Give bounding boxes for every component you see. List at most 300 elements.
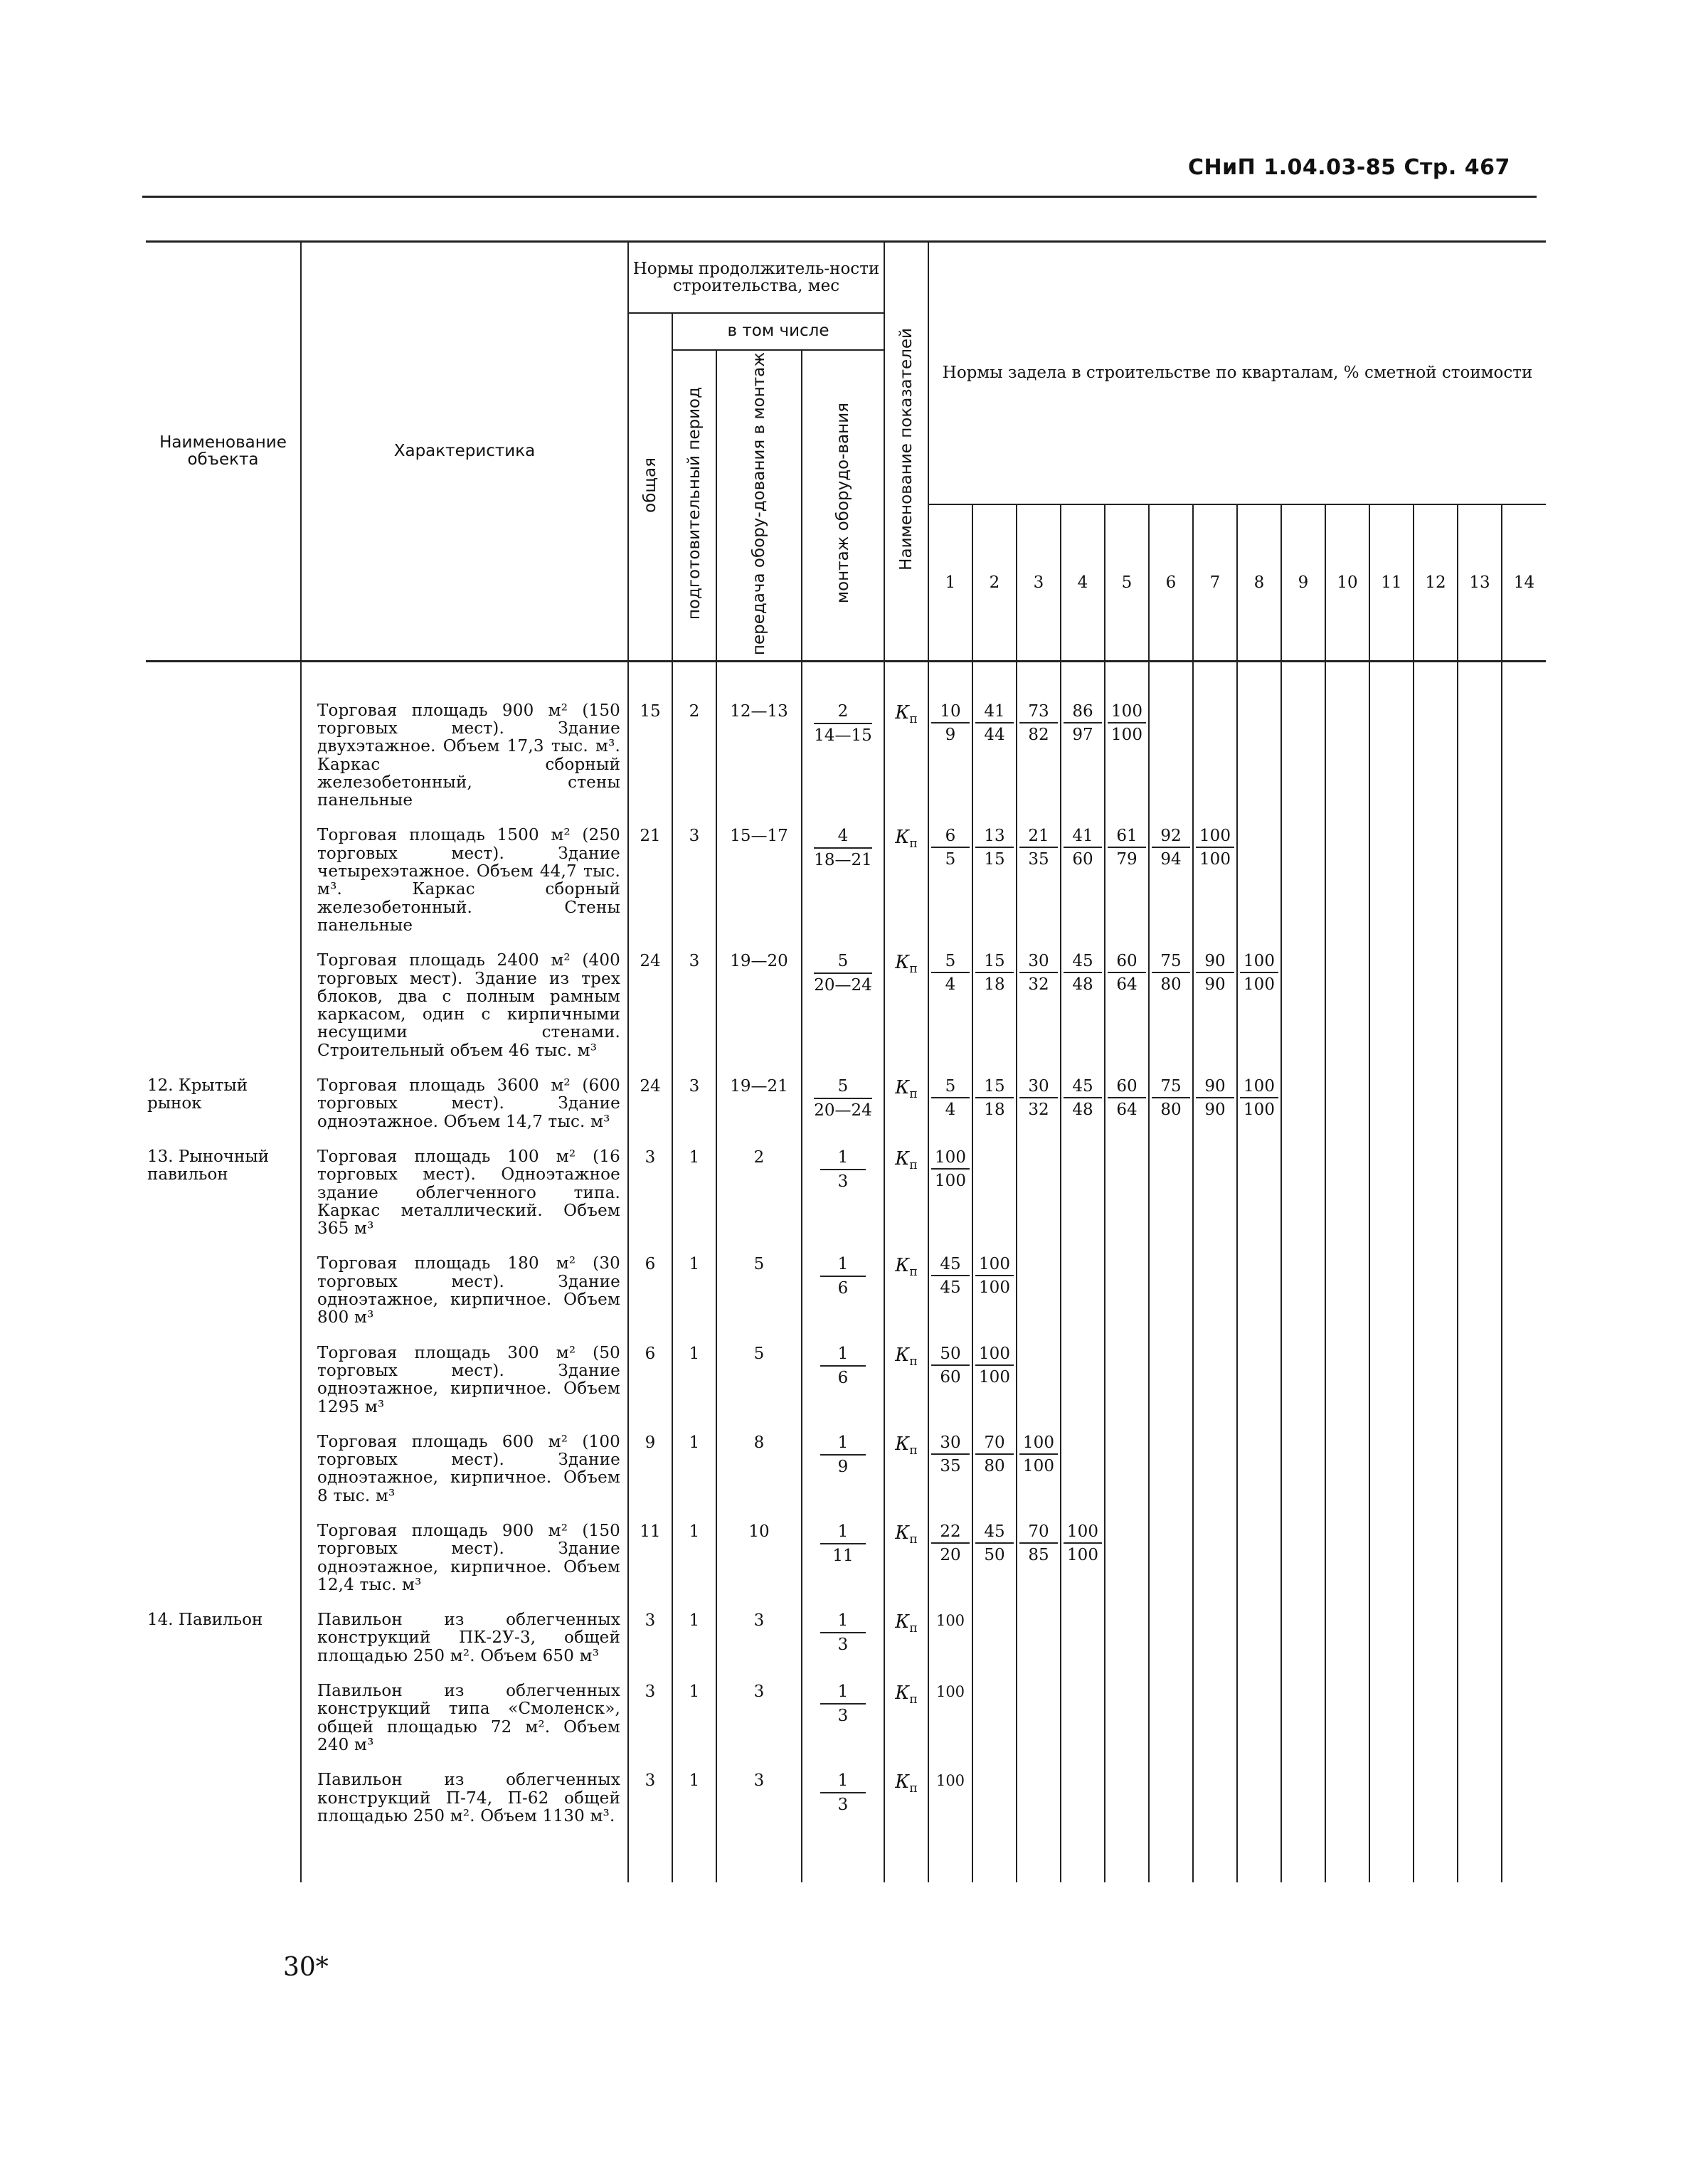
quarter-1-cell xyxy=(928,817,972,942)
duration-total-cell: 24 xyxy=(628,1067,672,1138)
quarter-6-cell xyxy=(1149,661,1193,817)
quarter-7-cell xyxy=(1193,817,1237,942)
quarter-12-cell xyxy=(1414,1601,1458,1673)
quarter-10-cell xyxy=(1325,1067,1369,1138)
quarter-5-cell xyxy=(1105,1138,1149,1245)
prep-period-cell: 3 xyxy=(672,942,716,1067)
quarter-9-cell xyxy=(1281,1424,1325,1512)
quarter-denominator: 35 xyxy=(1028,850,1049,869)
quarter-6-cell xyxy=(1149,1512,1193,1601)
equipment-install-cell xyxy=(802,661,884,817)
kp-indicator: $К_п$ xyxy=(895,1522,918,1547)
prep-period-cell: 3 xyxy=(672,1067,716,1138)
quarter-value xyxy=(1064,827,1102,869)
quarter-numerator: 5 xyxy=(931,1077,970,1098)
quarter-3-cell xyxy=(1017,1601,1061,1673)
quarter-7-cell xyxy=(1193,1245,1237,1334)
duration-total-cell: 3 xyxy=(628,1761,672,1882)
header-quarter-7: 7 xyxy=(1193,504,1237,661)
install-denominator: 18—21 xyxy=(814,851,872,870)
kp-indicator: $К_п$ xyxy=(895,1682,918,1707)
quarter-8-cell xyxy=(1237,817,1281,942)
quarter-11-cell xyxy=(1369,1067,1414,1138)
quarter-numerator: 45 xyxy=(931,1255,970,1276)
equipment-handover-cell: 3 xyxy=(716,1761,802,1882)
equipment-install-cell xyxy=(802,817,884,942)
header-quarter-3: 3 xyxy=(1017,504,1061,661)
quarter-6-cell xyxy=(1149,817,1193,942)
quarter-denominator: 60 xyxy=(940,1367,961,1387)
quarter-denominator: 100 xyxy=(1243,1101,1275,1120)
table-row xyxy=(146,1138,1546,1245)
characteristic-cell: Торговая площадь 300 м² (50 торговых мест). Здание одноэтажное, кирпичное. Объем 1295 м³ xyxy=(301,1335,628,1424)
quarter-3-cell xyxy=(1017,1245,1061,1334)
equipment-handover-cell: 2 xyxy=(716,1138,802,1245)
quarter-numerator: 30 xyxy=(1019,1077,1058,1098)
header-quarter-14: 14 xyxy=(1502,504,1546,661)
object-name-cell xyxy=(146,1673,301,1761)
quarter-14-cell xyxy=(1502,1067,1546,1138)
quarter-5-cell xyxy=(1105,1245,1149,1334)
quarter-numerator: 70 xyxy=(975,1433,1014,1455)
equipment-handover-cell: 19—20 xyxy=(716,942,802,1067)
quarter-11-cell xyxy=(1369,1761,1414,1882)
quarter-11-cell xyxy=(1369,942,1414,1067)
quarter-value xyxy=(975,1077,1014,1119)
quarter-numerator: 41 xyxy=(975,702,1014,723)
duration-total-cell: 3 xyxy=(628,1601,672,1673)
table-row xyxy=(146,661,1546,817)
quarter-3-cell xyxy=(1017,1761,1061,1882)
quarter-denominator: 48 xyxy=(1072,975,1093,995)
quarter-denominator: 9 xyxy=(945,725,956,744)
quarter-13-cell xyxy=(1458,1673,1502,1761)
quarter-numerator: 61 xyxy=(1108,827,1146,848)
object-name-cell xyxy=(146,942,301,1067)
object-name-cell xyxy=(146,1335,301,1424)
characteristic-cell: Торговая площадь 1500 м² (250 торговых мест). Здание четырехэтажное. Объем 44,7 тыс. м³. Каркас сборный железобетонный. Стены панельные xyxy=(301,817,628,942)
quarter-12-cell xyxy=(1414,817,1458,942)
quarter-12-cell xyxy=(1414,1673,1458,1761)
quarter-2-cell xyxy=(972,1245,1017,1334)
quarter-value xyxy=(1019,827,1058,869)
prep-period-cell: 1 xyxy=(672,1245,716,1334)
indicator-kp-cell xyxy=(884,1245,928,1334)
quarter-11-cell xyxy=(1369,1601,1414,1673)
quarter-13-cell xyxy=(1458,661,1502,817)
characteristic-cell: Павильон из облегченных конструкций ПК-2У-3, общей площадью 250 м². Объем 650 м³ xyxy=(301,1601,628,1673)
install-denominator: 11 xyxy=(832,1546,854,1565)
quarter-denominator: 82 xyxy=(1028,725,1049,744)
quarter-value xyxy=(975,1433,1014,1475)
quarter-7-cell xyxy=(1193,1673,1237,1761)
quarter-9-cell xyxy=(1281,1138,1325,1245)
quarter-13-cell xyxy=(1458,942,1502,1067)
quarter-value xyxy=(1064,1522,1102,1564)
quarter-denominator: 94 xyxy=(1160,850,1182,869)
quarter-12-cell xyxy=(1414,1424,1458,1512)
quarter-3-cell xyxy=(1017,661,1061,817)
quarter-5-cell xyxy=(1105,942,1149,1067)
quarter-7-cell xyxy=(1193,661,1237,817)
quarter-14-cell xyxy=(1502,1601,1546,1673)
quarter-denominator: 18 xyxy=(984,1101,1005,1120)
install-denominator: 6 xyxy=(837,1368,849,1387)
kp-indicator: $К_п$ xyxy=(895,1344,918,1369)
duration-total-cell: 21 xyxy=(628,817,672,942)
quarter-9-cell xyxy=(1281,1673,1325,1761)
quarter-9-cell xyxy=(1281,1245,1325,1334)
quarter-numerator: 60 xyxy=(1108,952,1146,973)
quarter-12-cell xyxy=(1414,1138,1458,1245)
quarter-numerator: 60 xyxy=(1108,1077,1146,1098)
kp-indicator: $К_п$ xyxy=(895,1611,918,1636)
quarter-9-cell xyxy=(1281,1067,1325,1138)
quarter-1-cell xyxy=(928,1601,972,1673)
construction-norms-table xyxy=(146,240,1546,1882)
install-fraction xyxy=(820,1682,866,1725)
table-row xyxy=(146,1424,1546,1512)
quarter-2-cell xyxy=(972,817,1017,942)
quarter-numerator: 90 xyxy=(1196,952,1234,973)
quarter-value xyxy=(1064,702,1102,744)
duration-total-cell: 11 xyxy=(628,1512,672,1601)
quarter-4-cell xyxy=(1061,1138,1105,1245)
quarter-9-cell xyxy=(1281,1601,1325,1673)
quarter-14-cell xyxy=(1502,1245,1546,1334)
quarter-denominator: 100 xyxy=(935,1171,966,1190)
quarter-5-cell xyxy=(1105,1673,1149,1761)
quarter-value: 100 xyxy=(935,1772,965,1790)
quarter-9-cell xyxy=(1281,1512,1325,1601)
quarter-11-cell xyxy=(1369,1335,1414,1424)
object-name-cell xyxy=(146,1245,301,1334)
quarter-5-cell xyxy=(1105,661,1149,817)
quarter-8-cell xyxy=(1237,1335,1281,1424)
quarter-denominator: 35 xyxy=(940,1456,961,1475)
duration-total-cell: 3 xyxy=(628,1673,672,1761)
quarter-denominator: 97 xyxy=(1072,725,1093,744)
equipment-handover-cell: 12—13 xyxy=(716,661,802,817)
quarter-8-cell xyxy=(1237,1067,1281,1138)
kp-indicator: $К_п$ xyxy=(895,1433,918,1458)
quarter-denominator: 80 xyxy=(1160,1101,1182,1120)
quarter-numerator: 100 xyxy=(1240,1077,1278,1098)
quarter-value xyxy=(1019,1077,1058,1119)
quarter-numerator: 41 xyxy=(1064,827,1102,848)
quarter-denominator: 85 xyxy=(1028,1545,1049,1564)
quarter-denominator: 45 xyxy=(940,1278,961,1298)
table-row xyxy=(146,1601,1546,1673)
indicator-kp-cell xyxy=(884,1673,928,1761)
quarter-1-cell xyxy=(928,661,972,817)
install-fraction xyxy=(820,1148,866,1191)
install-fraction xyxy=(814,702,872,745)
quarter-11-cell xyxy=(1369,817,1414,942)
quarter-4-cell xyxy=(1061,817,1105,942)
quarter-numerator: 45 xyxy=(1064,952,1102,973)
quarter-denominator: 50 xyxy=(984,1545,1005,1564)
object-name-cell xyxy=(146,661,301,817)
quarter-12-cell xyxy=(1414,942,1458,1067)
quarter-5-cell xyxy=(1105,1601,1149,1673)
quarter-7-cell xyxy=(1193,1067,1237,1138)
quarter-value xyxy=(1108,827,1146,869)
quarter-2-cell xyxy=(972,661,1017,817)
quarter-numerator: 45 xyxy=(975,1522,1014,1544)
quarter-numerator: 100 xyxy=(1064,1522,1102,1544)
equipment-install-cell xyxy=(802,1067,884,1138)
quarter-13-cell xyxy=(1458,817,1502,942)
duration-total-cell: 15 xyxy=(628,661,672,817)
install-fraction xyxy=(820,1522,866,1565)
quarter-value xyxy=(1152,827,1190,869)
quarter-1-cell xyxy=(928,1761,972,1882)
quarter-denominator: 80 xyxy=(984,1456,1005,1475)
quarter-11-cell xyxy=(1369,661,1414,817)
quarter-6-cell xyxy=(1149,1067,1193,1138)
quarter-value xyxy=(975,1345,1014,1387)
quarter-value xyxy=(931,827,970,869)
install-denominator: 6 xyxy=(837,1279,849,1298)
quarter-numerator: 15 xyxy=(975,1077,1014,1098)
quarter-11-cell xyxy=(1369,1673,1414,1761)
quarter-2-cell xyxy=(972,1601,1017,1673)
quarter-value xyxy=(975,1255,1014,1297)
quarter-numerator: 70 xyxy=(1019,1522,1058,1544)
quarter-numerator: 21 xyxy=(1019,827,1058,848)
quarter-13-cell xyxy=(1458,1761,1502,1882)
quarter-value xyxy=(1019,702,1058,744)
quarter-14-cell xyxy=(1502,661,1546,817)
quarter-denominator: 100 xyxy=(1067,1545,1098,1564)
header-prep-period: подготовительный период xyxy=(672,350,716,662)
quarter-10-cell xyxy=(1325,1673,1369,1761)
quarter-13-cell xyxy=(1458,1335,1502,1424)
quarter-numerator: 45 xyxy=(1064,1077,1102,1098)
install-denominator: 14—15 xyxy=(814,726,872,745)
quarter-value xyxy=(1108,952,1146,994)
quarter-value xyxy=(1108,702,1146,744)
quarter-value xyxy=(1064,1077,1102,1119)
quarter-numerator: 22 xyxy=(931,1522,970,1544)
quarter-4-cell xyxy=(1061,1424,1105,1512)
characteristic-cell: Павильон из облегченных конструкций П-74, П-62 общей площадью 250 м². Объем 1130 м³. xyxy=(301,1761,628,1882)
quarter-denominator: 48 xyxy=(1072,1101,1093,1120)
quarter-8-cell xyxy=(1237,1761,1281,1882)
table-row xyxy=(146,1512,1546,1601)
prep-period-cell: 3 xyxy=(672,817,716,942)
quarter-3-cell xyxy=(1017,1138,1061,1245)
quarter-numerator: 50 xyxy=(931,1345,970,1366)
quarter-numerator: 92 xyxy=(1152,827,1190,848)
equipment-handover-cell: 5 xyxy=(716,1245,802,1334)
quarter-6-cell xyxy=(1149,1673,1193,1761)
quarter-6-cell xyxy=(1149,1138,1193,1245)
prep-period-cell: 2 xyxy=(672,661,716,817)
quarter-2-cell xyxy=(972,1761,1017,1882)
quarter-2-cell xyxy=(972,1673,1017,1761)
quarter-9-cell xyxy=(1281,1761,1325,1882)
quarter-numerator: 100 xyxy=(975,1255,1014,1276)
install-fraction xyxy=(820,1345,866,1387)
kp-indicator: $К_п$ xyxy=(895,1077,918,1102)
object-name-cell xyxy=(146,817,301,942)
quarter-4-cell xyxy=(1061,1335,1105,1424)
header-quarter-11: 11 xyxy=(1369,504,1414,661)
quarter-2-cell xyxy=(972,1512,1017,1601)
quarter-5-cell xyxy=(1105,1761,1149,1882)
object-name-cell: 12. Крытый рынок xyxy=(147,1076,248,1113)
header-total: общая xyxy=(628,313,672,662)
quarter-denominator: 100 xyxy=(1243,975,1275,995)
quarter-denominator: 79 xyxy=(1116,850,1138,869)
quarter-1-cell xyxy=(928,1138,972,1245)
quarter-10-cell xyxy=(1325,1601,1369,1673)
install-fraction xyxy=(820,1255,866,1298)
prep-period-cell: 1 xyxy=(672,1335,716,1424)
quarter-1-cell xyxy=(928,1067,972,1138)
quarter-14-cell xyxy=(1502,1761,1546,1882)
quarter-10-cell xyxy=(1325,1335,1369,1424)
install-numerator: 2 xyxy=(814,702,872,724)
indicator-kp-cell xyxy=(884,1512,928,1601)
page-footer-mark: 30* xyxy=(283,1953,329,1982)
indicator-kp-cell xyxy=(884,1761,928,1882)
quarter-6-cell xyxy=(1149,1424,1193,1512)
equipment-handover-cell: 19—21 xyxy=(716,1067,802,1138)
quarter-7-cell xyxy=(1193,1761,1237,1882)
quarter-13-cell xyxy=(1458,1138,1502,1245)
quarter-value xyxy=(1064,952,1102,994)
quarter-value xyxy=(975,1522,1014,1564)
page-header: СНиП 1.04.03-85 Стр. 467 xyxy=(1188,155,1510,180)
quarter-value xyxy=(931,702,970,744)
quarter-denominator: 100 xyxy=(1111,725,1142,744)
equipment-handover-cell: 10 xyxy=(716,1512,802,1601)
quarter-13-cell xyxy=(1458,1512,1502,1601)
quarter-numerator: 10 xyxy=(931,702,970,723)
characteristic-cell: Торговая площадь 3600 м² (600 торговых мест). Здание одноэтажное. Объем 14,7 тыс. м³ xyxy=(301,1067,628,1138)
quarter-13-cell xyxy=(1458,1424,1502,1512)
quarter-denominator: 5 xyxy=(945,850,956,869)
install-numerator: 1 xyxy=(820,1433,866,1456)
quarter-8-cell xyxy=(1237,1424,1281,1512)
quarter-numerator: 100 xyxy=(1240,952,1278,973)
quarter-numerator: 100 xyxy=(1108,702,1146,723)
quarter-3-cell xyxy=(1017,1673,1061,1761)
quarter-value xyxy=(975,702,1014,744)
quarter-1-cell xyxy=(928,1335,972,1424)
quarter-denominator: 90 xyxy=(1204,975,1226,995)
quarter-value xyxy=(1196,827,1234,869)
quarter-14-cell xyxy=(1502,1673,1546,1761)
quarter-5-cell xyxy=(1105,817,1149,942)
install-numerator: 5 xyxy=(814,1077,872,1099)
duration-total-cell: 24 xyxy=(628,942,672,1067)
header-quarter-4: 4 xyxy=(1061,504,1105,661)
quarter-14-cell xyxy=(1502,1424,1546,1512)
kp-indicator: $К_п$ xyxy=(895,1771,918,1796)
quarter-value xyxy=(1152,952,1190,994)
install-denominator: 20—24 xyxy=(814,976,872,995)
object-name-cell xyxy=(146,1424,301,1512)
indicator-kp-cell xyxy=(884,661,928,817)
install-fraction xyxy=(814,1077,872,1120)
quarter-2-cell xyxy=(972,1424,1017,1512)
quarter-12-cell xyxy=(1414,1245,1458,1334)
quarter-1-cell xyxy=(928,942,972,1067)
quarter-denominator: 32 xyxy=(1028,1101,1049,1120)
quarter-6-cell xyxy=(1149,1761,1193,1882)
quarter-1-cell xyxy=(928,1424,972,1512)
quarter-8-cell xyxy=(1237,1673,1281,1761)
equipment-install-cell xyxy=(802,1673,884,1761)
quarter-10-cell xyxy=(1325,817,1369,942)
table-row xyxy=(146,1245,1546,1334)
header-quarter-6: 6 xyxy=(1149,504,1193,661)
duration-total-cell: 6 xyxy=(628,1245,672,1334)
quarter-value xyxy=(1019,952,1058,994)
quarter-7-cell xyxy=(1193,1138,1237,1245)
header-indicator-name: Наименование показателей xyxy=(884,242,928,662)
quarter-numerator: 30 xyxy=(1019,952,1058,973)
quarter-value xyxy=(1240,952,1278,994)
quarter-value xyxy=(931,1255,970,1297)
install-numerator: 1 xyxy=(820,1611,866,1633)
equipment-install-cell xyxy=(802,1335,884,1424)
equipment-install-cell xyxy=(802,1601,884,1673)
header-backlog-norms: Нормы задела в строительстве по кварталам, % сметной стоимости xyxy=(928,242,1546,504)
quarter-numerator: 30 xyxy=(931,1433,970,1455)
header-quarter-9: 9 xyxy=(1281,504,1325,661)
quarter-7-cell xyxy=(1193,1601,1237,1673)
quarter-value xyxy=(1019,1433,1058,1475)
quarter-14-cell xyxy=(1502,1138,1546,1245)
equipment-handover-cell: 3 xyxy=(716,1601,802,1673)
equipment-handover-cell: 15—17 xyxy=(716,817,802,942)
quarter-value xyxy=(1240,1077,1278,1119)
quarter-11-cell xyxy=(1369,1245,1414,1334)
quarter-value xyxy=(1108,1077,1146,1119)
quarter-5-cell xyxy=(1105,1335,1149,1424)
quarter-10-cell xyxy=(1325,1138,1369,1245)
install-denominator: 3 xyxy=(837,1172,849,1191)
install-denominator: 3 xyxy=(837,1636,849,1655)
install-denominator: 3 xyxy=(837,1796,849,1815)
quarter-12-cell xyxy=(1414,1761,1458,1882)
characteristic-cell: Павильон из облегченных конструкций типа «Смоленск», общей площадью 72 м². Объем 240 м³ xyxy=(301,1673,628,1761)
table-row xyxy=(146,1067,1546,1138)
prep-period-cell: 1 xyxy=(672,1512,716,1601)
install-numerator: 1 xyxy=(820,1682,866,1705)
quarter-2-cell xyxy=(972,1335,1017,1424)
install-numerator: 4 xyxy=(814,827,872,849)
quarter-3-cell xyxy=(1017,817,1061,942)
install-numerator: 1 xyxy=(820,1522,866,1544)
header-quarter-5: 5 xyxy=(1105,504,1149,661)
table-row xyxy=(146,1673,1546,1761)
quarter-value: 100 xyxy=(935,1612,965,1630)
characteristic-cell: Торговая площадь 900 м² (150 торговых мест). Здание одноэтажное, кирпичное. Объем 12,4 тыс. м³ xyxy=(301,1512,628,1601)
equipment-install-cell xyxy=(802,1424,884,1512)
quarter-11-cell xyxy=(1369,1138,1414,1245)
characteristic-cell: Торговая площадь 600 м² (100 торговых мест). Здание одноэтажное, кирпичное. Объем 8 тыс. м³ xyxy=(301,1424,628,1512)
quarter-denominator: 20 xyxy=(940,1545,961,1564)
kp-indicator: $К_п$ xyxy=(895,952,918,977)
indicator-kp-cell xyxy=(884,1138,928,1245)
quarter-13-cell xyxy=(1458,1067,1502,1138)
